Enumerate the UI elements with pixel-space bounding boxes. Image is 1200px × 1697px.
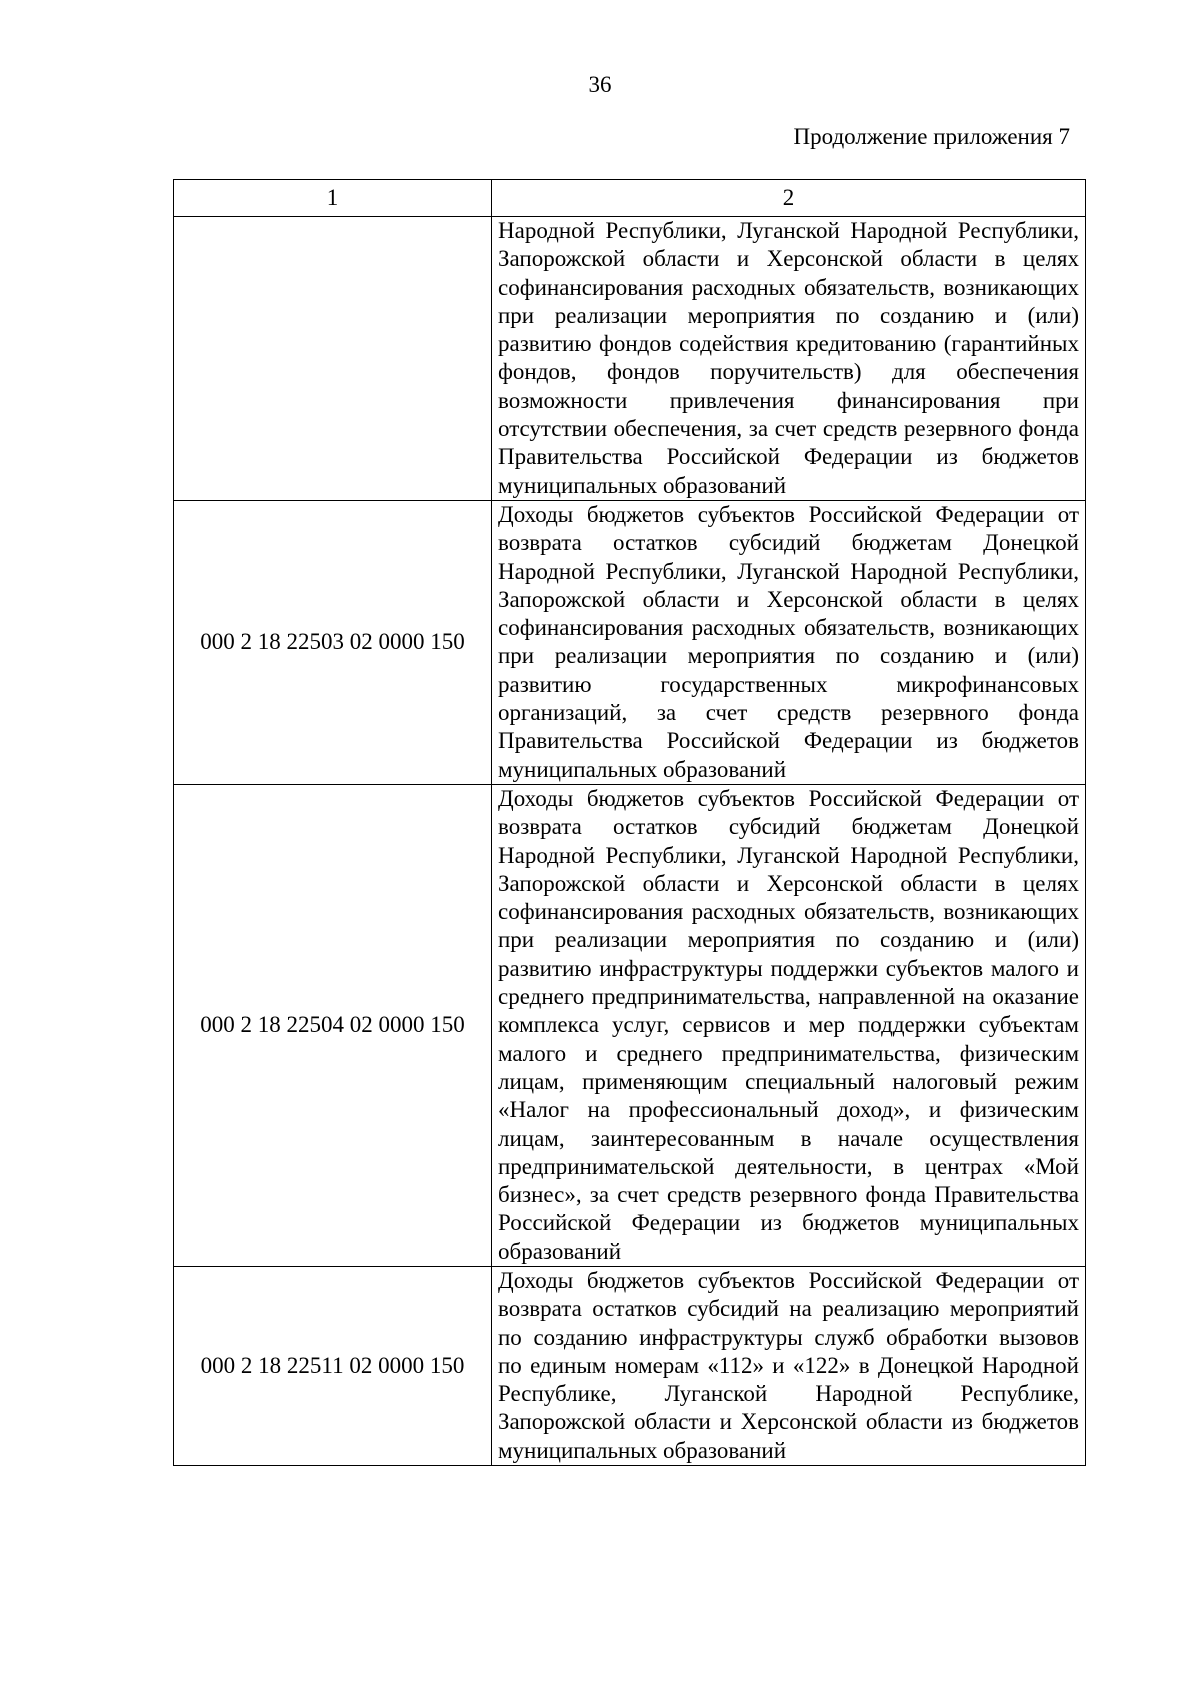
table-row (174, 784, 1086, 1266)
code-cell (174, 217, 492, 501)
table-row (174, 217, 1086, 501)
description-cell: Доходы бюджетов субъектов Российской Федерации от возврата остатков субсидий на реализацию мероприятий по созданию инфраструктуры служб обработки вызовов по единым номерам «112» и «122» в Донецкой Народной Республике, Луганской Народной Республике, Запорожской области и Херсонской области из бюджетов муниципальных образований (492, 1266, 1086, 1465)
table-row (174, 500, 1086, 784)
code-cell: 000 2 18 22511 02 0000 150 (174, 1266, 492, 1465)
revenue-codes-table (173, 179, 1086, 1466)
description-cell: Народной Республики, Луганской Народной Республики, Запорожской области и Херсонской области в целях софинансирования расходных обязательств, возникающих при реализации мероприятия по созданию и (или) развитию фондов содействия кредитованию (гарантийных фондов, фондов поручительств) для обеспечения возможности привлечения финансирования при отсутствии обеспечения, за счет средств резервного фонда Правительства Российской Федерации из бюджетов муниципальных образований (492, 217, 1086, 501)
continuation-title: Продолжение приложения 7 (793, 124, 1070, 149)
column-header-2: 2 (492, 180, 1086, 217)
code-cell: 000 2 18 22503 02 0000 150 (174, 500, 492, 784)
page-number: 36 (588, 72, 612, 97)
column-header-1: 1 (174, 180, 492, 217)
table-row (174, 1266, 1086, 1465)
description-cell: Доходы бюджетов субъектов Российской Федерации от возврата остатков субсидий бюджетам Донецкой Народной Республики, Луганской Народной Республики, Запорожской области и Херсонской области в целях софинансирования расходных обязательств, возникающих при реализации мероприятия по созданию и (или) развитию инфраструктуры поддержки субъектов малого и среднего предпринимательства, направленной на оказание комплекса услуг, сервисов и мер поддержки субъектам малого и среднего предпринимательства, физическим лицам, применяющим специальный налоговый режим «Налог на профессиональный доход», и физическим лицам, заинтересованным в начале осуществления предпринимательской деятельности, в центрах «Мой бизнес», за счет средств резервного фонда Правительства Российской Федерации из бюджетов муниципальных образований (492, 784, 1086, 1266)
description-cell: Доходы бюджетов субъектов Российской Федерации от возврата остатков субсидий бюджетам Донецкой Народной Республики, Луганской Народной Республики, Запорожской области и Херсонской области в целях софинансирования расходных обязательств, возникающих при реализации мероприятия по созданию и (или) развитию государственных микрофинансовых организаций, за счет средств резервного фонда Правительства Российской Федерации из бюджетов муниципальных образований (492, 500, 1086, 784)
code-cell: 000 2 18 22504 02 0000 150 (174, 784, 492, 1266)
table-header-row (174, 180, 1086, 217)
